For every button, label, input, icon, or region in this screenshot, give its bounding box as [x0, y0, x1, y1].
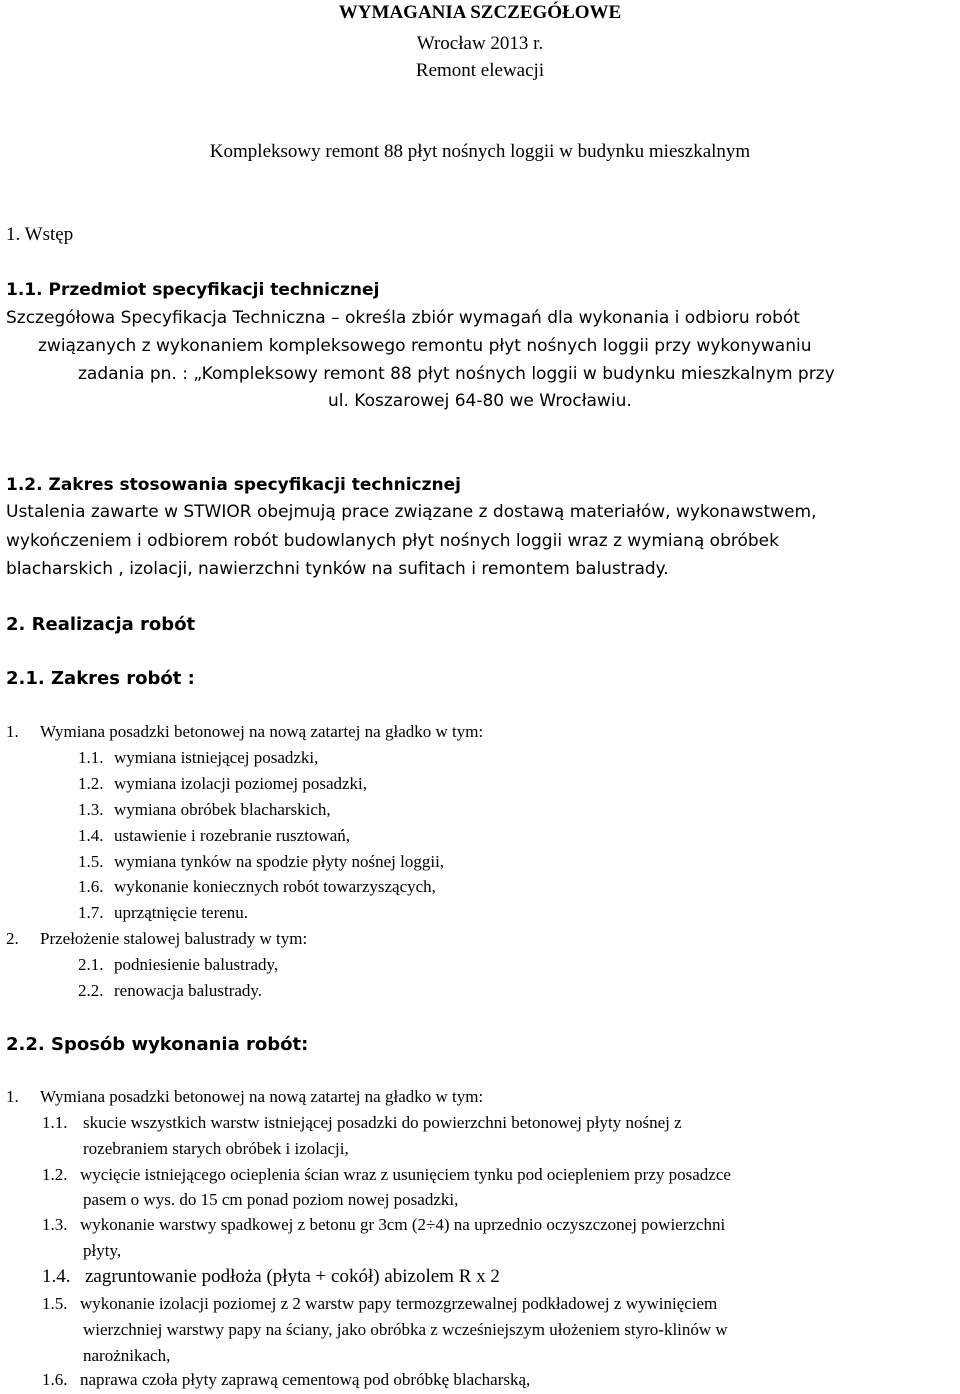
- document-subject: Remont elewacji: [415, 60, 545, 81]
- step-number: 1.4.: [42, 1266, 71, 1287]
- step-text: wykonanie warstwy spadkowej z betonu gr 3cm (2÷4) na uprzednio oczyszczonej powierzchni: [80, 1215, 726, 1234]
- step-text: narożnikach,: [83, 1346, 171, 1365]
- list-item-number: 1.2.: [78, 774, 104, 793]
- section-1-1-line: zadania pn. : „Kompleksowy remont 88 płyt nośnych loggii w budynku mieszkalnym przy: [78, 364, 835, 384]
- list-item-number: 1.: [6, 1087, 19, 1106]
- step-text: płyty,: [83, 1241, 122, 1260]
- section-1-1-line: ul. Koszarowej 64-80 we Wrocławiu.: [328, 391, 632, 411]
- list-item-text: wykonanie koniecznych robót towarzyszących,: [114, 877, 436, 896]
- list-item-text: renowacja balustrady.: [114, 981, 263, 1000]
- step-text: wykonanie izolacji poziomej z 2 warstw papy termozgrzewalnej podkładowej z wywinięciem: [80, 1294, 718, 1313]
- section-1-2-line: wykończeniem i odbiorem robót budowlanych płyt nośnych loggii wraz z wymianą obróbek: [6, 531, 779, 551]
- step-text: pasem o wys. do 15 cm ponad poziom nowej posadzki,: [83, 1190, 459, 1209]
- place-date: Wrocław 2013 r.: [416, 33, 544, 54]
- list-item-number: 2.1.: [78, 955, 104, 974]
- list-item-text: wymiana obróbek blacharskich,: [114, 800, 331, 819]
- scope-line: Kompleksowy remont 88 płyt nośnych loggii w budynku mieszkalnym: [209, 141, 751, 162]
- step-text: zagruntowanie podłoża (płyta + cokół) abizolem R x 2: [85, 1266, 500, 1287]
- step-text: wierzchniej warstwy papy na ściany, jako obróbka z wcześniejszym ułożeniem styro-klinów w: [83, 1320, 728, 1339]
- list-item-text: podniesienie balustrady,: [114, 955, 279, 974]
- list-item-text: wymiana tynków na spodzie płyty nośnej loggii,: [114, 852, 445, 871]
- section-2-2-heading: 2.2. Sposób wykonania robót:: [6, 1034, 309, 1055]
- list-item-text: ustawienie i rozebranie rusztowań,: [114, 826, 351, 845]
- section-1-1-line: związanych z wykonaniem kompleksowego remontu płyt nośnych loggii przy wykonywaniu: [38, 336, 812, 356]
- section-1-1-line: Szczegółowa Specyfikacja Techniczna – określa zbiór wymagań dla wykonania i odbioru robót: [6, 308, 800, 328]
- list-item-number: 2.2.: [78, 981, 104, 1000]
- step-text: wycięcie istniejącego ocieplenia ścian wraz z usunięciem tynku pod ociepleniem przy posadzce: [80, 1165, 731, 1184]
- step-number: 1.2.: [42, 1165, 68, 1184]
- section-2-1-heading: 2.1. Zakres robót :: [6, 668, 195, 689]
- step-number: 1.3.: [42, 1215, 68, 1234]
- section-1-heading: 1. Wstęp: [6, 224, 74, 245]
- list-item-number: 1.: [6, 722, 19, 741]
- step-number: 1.6.: [42, 1370, 68, 1389]
- list-item-number: 1.7.: [78, 903, 104, 922]
- document-title: WYMAGANIA SZCZEGÓŁOWE: [338, 2, 622, 23]
- list-item-number: 2.: [6, 929, 19, 948]
- section-1-2-line: Ustalenia zawarte w STWIOR obejmują prace związane z dostawą materiałów, wykonawstwem,: [6, 502, 817, 522]
- step-text: naprawa czoła płyty zaprawą cementową pod obróbkę blacharską,: [80, 1370, 531, 1389]
- section-2-heading: 2. Realizacja robót: [6, 614, 196, 635]
- list-item-text: Przełożenie stalowej balustrady w tym:: [40, 929, 308, 948]
- list-item-number: 1.3.: [78, 800, 104, 819]
- list-item-text: wymiana istniejącej posadzki,: [114, 748, 319, 767]
- step-number: 1.5.: [42, 1294, 68, 1313]
- step-number: 1.1.: [42, 1113, 68, 1132]
- section-1-2-heading: 1.2. Zakres stosowania specyfikacji technicznej: [6, 475, 461, 495]
- section-1-1-heading: 1.1. Przedmiot specyfikacji technicznej: [6, 280, 380, 300]
- section-1-2-line: blacharskich , izolacji, nawierzchni tynków na sufitach i remontem balustrady.: [6, 559, 669, 579]
- list-item-text: uprzątnięcie terenu.: [114, 903, 249, 922]
- list-item-number: 1.6.: [78, 877, 104, 896]
- list-item-text: wymiana izolacji poziomej posadzki,: [114, 774, 368, 793]
- list-item-number: 1.4.: [78, 826, 104, 845]
- list-item-text: Wymiana posadzki betonowej na nową zatartej na gładko w tym:: [40, 722, 484, 741]
- step-text: rozebraniem starych obróbek i izolacji,: [83, 1139, 349, 1158]
- list-item-text: Wymiana posadzki betonowej na nową zatartej na gładko w tym:: [40, 1087, 484, 1106]
- list-item-number: 1.1.: [78, 748, 104, 767]
- step-text: skucie wszystkich warstw istniejącej posadzki do powierzchni betonowej płyty nośnej z: [83, 1113, 682, 1132]
- list-item-number: 1.5.: [78, 852, 104, 871]
